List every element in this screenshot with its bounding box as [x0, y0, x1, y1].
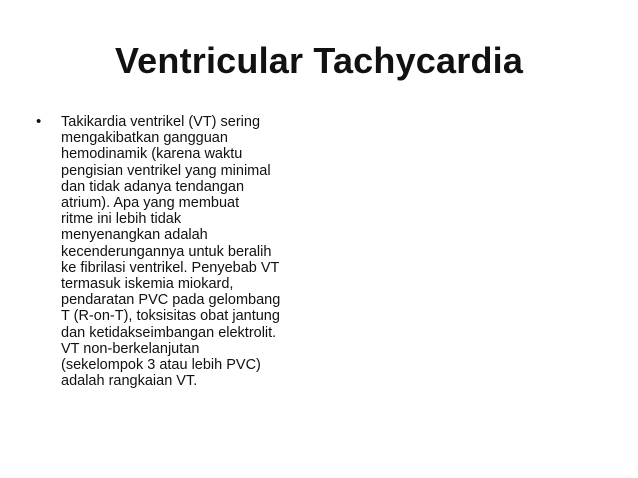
bullet-line: termasuk iskemia miokard, — [61, 276, 234, 293]
bullet-line: (sekelompok 3 atau lebih PVC) — [61, 357, 261, 374]
bullet-line: Takikardia ventrikel (VT) sering — [61, 114, 261, 130]
bullet-line: adalah rangkaian VT. — [61, 373, 198, 390]
bullet-line: menyenangkan adalah — [61, 227, 208, 244]
bullet-marker: • — [36, 113, 42, 130]
slide-title: Ventricular Tachycardia — [114, 40, 524, 81]
bullet-line: VT non-berkelanjutan — [61, 340, 200, 357]
bullet-line: hemodinamik (karena waktu — [61, 146, 243, 163]
bullet-line: ke fibrilasi ventrikel. Penyebab VT — [61, 259, 280, 276]
bullet-line: ritme ini lebih tidak — [61, 211, 182, 228]
bullet-line: atrium). Apa yang membuat — [61, 195, 240, 212]
bullet-line: T (R-on-T), toksisitas obat jantung — [61, 308, 280, 325]
bullet-line: dan tidak adanya tendangan — [61, 178, 245, 195]
bullet-line: dan ketidakseimbangan elektrolit. — [61, 324, 277, 341]
bullet-line: kecenderungannya untuk beralih — [61, 243, 272, 260]
bullet-line: pendaratan PVC pada gelombang — [61, 292, 281, 309]
bullet-text — [61, 114, 346, 389]
bullet-line: mengakibatkan gangguan — [61, 130, 228, 147]
bullet-line: pengisian ventrikel yang minimal — [61, 162, 271, 179]
